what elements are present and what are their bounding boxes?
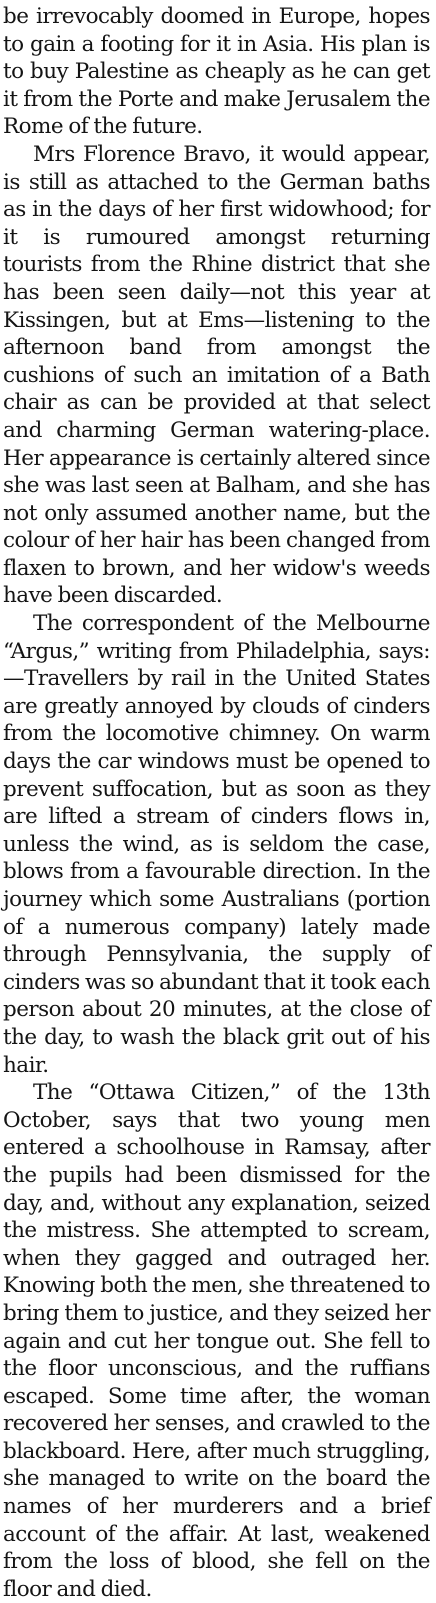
article-paragraph-ottawa-citizen: The “Ottawa Citizen,” of the 13th October, says that two young men entered a schoolhouse in Ramsay, after the pupils had been dismissed for the day, and, without any explanation, seized the mistress. She attempted to scream, when they gagged and outraged her. Knowing both the men, she threatened to bring them to justice, and they seized her again and cut her tongue out. She fell to the floor unconscious, and the ruffians escaped. Some time after, the woman recovered her senses, and crawled to the blackboard. Here, after much struggling, she managed to write on the board the names of her murderers and a brief account of the affair. At last, weakened from the loss of blood, she fell on the floor and died. bbox=[3, 1080, 430, 1602]
article-paragraph-florence-bravo: Mrs Florence Bravo, it would appear, is still as attached to the German baths as in the days of her first widowhood; for it is rumoured amongst returning tourists from the Rhine district that she has been seen daily—not this year at Kissingen, but at Ems—listening to the afternoon band from amongst the cushions of such an imitation of a Bath chair as can be provided at that select and charming German watering-place. Her appearance is certainly altered since she was last seen at Balham, and she has not only assumed another name, but the colour of her hair has been changed from flaxen to brown, and her widow's weeds have been discarded. bbox=[3, 141, 430, 609]
article-paragraph-cinders: The correspondent of the Melbourne “Argus,” writing from Philadelphia, says:—Travellers by rail in the United States are greatly annoyed by clouds of cinders from the locomotive chimney. On warm days the car windows must be opened to prevent suffocation, but as soon as they are lifted a stream of cinders flows in, unless the wind, as is seldom the case, blows from a favourable direction. In the journey which some Australians (portion of a numerous company) lately made through Pennsylvania, the supply of cinders was so abundant that it took each person about 20 minutes, at the close of the day, to wash the black grit out of his hair. bbox=[3, 611, 430, 1078]
article-paragraph-continuation: be irrevocably doomed in Europe, hopes to gain a footing for it in Asia. His plan is to buy Palestine as cheaply as he can get it from the Porte and make Jerusalem the Rome of the future. bbox=[3, 4, 430, 140]
